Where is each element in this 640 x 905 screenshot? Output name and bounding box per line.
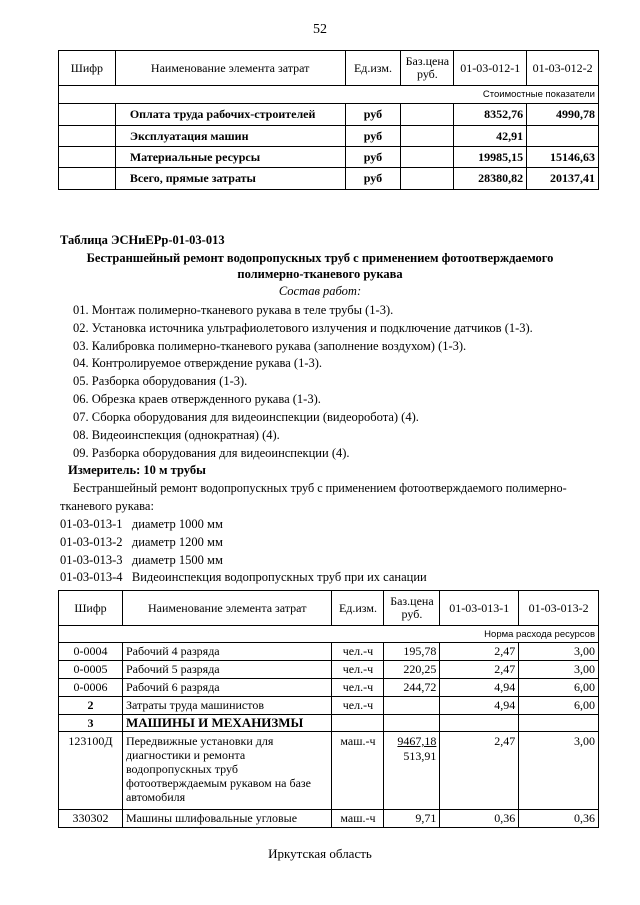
row-name: Рабочий 5 разряда xyxy=(122,661,332,679)
row-price: 195,78 xyxy=(384,643,440,661)
subheader: Норма расхода ресурсов xyxy=(122,626,598,643)
table-row xyxy=(59,168,599,190)
description-line-1: Бестраншейный ремонт водопропускных труб с применением фотоотверждаемого полимерно- xyxy=(73,481,567,495)
code-item xyxy=(60,553,223,568)
row-value-1: 2,47 xyxy=(440,732,519,810)
header-col-2: 01-03-013-2 xyxy=(519,591,599,626)
work-item: 08. Видеоинспекция (однократная) (4). xyxy=(73,428,280,442)
code-text: диаметр 1000 мм xyxy=(131,517,223,531)
table-row xyxy=(59,643,599,661)
row-value-1: 2,47 xyxy=(440,661,519,679)
code-item xyxy=(60,570,427,585)
table-header-row xyxy=(59,51,599,86)
row-unit: маш.-ч xyxy=(332,810,384,828)
table-title: Таблица ЭСНиЕРр-01-03-013 xyxy=(60,233,225,247)
row-value-1: 42,91 xyxy=(454,126,527,147)
code: 01-03-013-2 xyxy=(60,535,123,549)
row-value-2: 6,00 xyxy=(519,697,599,715)
table-row xyxy=(59,697,599,715)
row-name: Машины шлифовальные угловые xyxy=(122,810,332,828)
row-code: 0-0006 xyxy=(59,679,123,697)
row-value-2: 0,36 xyxy=(519,810,599,828)
row-unit: чел.-ч xyxy=(332,661,384,679)
row-value-1: 19985,15 xyxy=(454,147,527,168)
row-name: Оплата труда рабочих-строителей xyxy=(115,104,345,126)
row-value-2 xyxy=(527,126,599,147)
table-row xyxy=(59,732,599,810)
table-header-row xyxy=(59,591,599,626)
row-value-1: 4,94 xyxy=(440,697,519,715)
header-base-price: Баз.цена руб. xyxy=(401,51,454,86)
row-name: Рабочий 6 разряда xyxy=(122,679,332,697)
section-code: 3 xyxy=(59,715,123,732)
code-item xyxy=(60,517,223,532)
row-value-2: 15146,63 xyxy=(527,147,599,168)
section-title: МАШИНЫ И МЕХАНИЗМЫ xyxy=(122,715,332,732)
row-code: 0-0005 xyxy=(59,661,123,679)
code: 01-03-013-3 xyxy=(60,553,123,567)
page-footer: Иркутская область xyxy=(268,846,372,861)
price-primary: 9467,18 xyxy=(397,734,437,748)
row-unit: руб xyxy=(345,104,401,126)
header-name: Наименование элемента затрат xyxy=(115,51,345,86)
code: 01-03-013-4 xyxy=(60,570,123,584)
table-row xyxy=(59,810,599,828)
row-price xyxy=(384,697,440,715)
work-item: 02. Установка источника ультрафиолетового излучения и подключение датчиков (1-3). xyxy=(73,321,533,335)
work-item: 05. Разборка оборудования (1-3). xyxy=(73,374,248,388)
price-secondary: 513,91 xyxy=(403,749,437,763)
row-code: 2 xyxy=(59,697,123,715)
row-unit: чел.-ч xyxy=(332,697,384,715)
row-name: Материальные ресурсы xyxy=(115,147,345,168)
row-unit: чел.-ч xyxy=(332,643,384,661)
row-value-2: 4990,78 xyxy=(527,104,599,126)
code: 01-03-013-1 xyxy=(60,517,123,531)
code-text: диаметр 1500 мм xyxy=(131,553,223,567)
row-value-1: 28380,82 xyxy=(454,168,527,190)
row-name: Затраты труда машинистов xyxy=(122,697,332,715)
table-row xyxy=(59,126,599,147)
description-line-2: тканевого рукава: xyxy=(60,499,154,513)
header-col-1: 01-03-013-1 xyxy=(440,591,519,626)
row-name: Всего, прямые затраты xyxy=(115,168,345,190)
work-item: 06. Обрезка краев отвержденного рукава (1-3). xyxy=(73,392,321,406)
row-code: 330302 xyxy=(59,810,123,828)
page-number: 52 xyxy=(313,22,327,37)
row-value-2: 3,00 xyxy=(519,661,599,679)
table-row xyxy=(59,679,599,697)
row-value-2: 6,00 xyxy=(519,679,599,697)
row-value-2: 3,00 xyxy=(519,643,599,661)
meter-label: Измеритель: 10 м трубы xyxy=(68,463,206,477)
cost-summary-table xyxy=(58,50,599,190)
works-title: Состав работ: xyxy=(278,284,362,298)
row-value-1: 4,94 xyxy=(440,679,519,697)
header-col-1: 01-03-012-1 xyxy=(454,51,527,86)
header-unit: Ед.изм. xyxy=(345,51,401,86)
section-row xyxy=(59,715,599,732)
header-code: Шифр xyxy=(59,51,116,86)
table-row xyxy=(59,147,599,168)
subheader: Стоимостные показатели xyxy=(59,86,599,104)
heading-line-1: Бестраншейный ремонт водопропускных труб с применением фотоотверждаемого xyxy=(86,251,554,265)
work-item: 07. Сборка оборудования для видеоинспекции (видеоробота) (4). xyxy=(73,410,419,424)
row-value-1: 2,47 xyxy=(440,643,519,661)
work-item: 03. Калибровка полимерно-тканевого рукава (заполнение воздухом) (1-3). xyxy=(73,339,467,353)
row-unit: чел.-ч xyxy=(332,679,384,697)
resource-norms-table xyxy=(58,590,599,828)
header-code: Шифр xyxy=(59,591,123,626)
row-name: Передвижные установки для диагностики и ремонта водопропускных труб фотоотверждаемым рукавом на базе автомобиля xyxy=(122,732,332,810)
row-price xyxy=(384,732,440,810)
work-item: 01. Монтаж полимерно-тканевого рукава в теле трубы (1-3). xyxy=(73,303,394,317)
header-col-2: 01-03-012-2 xyxy=(527,51,599,86)
code-text: диаметр 1200 мм xyxy=(131,535,223,549)
row-unit: руб xyxy=(345,168,401,190)
row-name: Эксплуатация машин xyxy=(115,126,345,147)
row-value-2: 20137,41 xyxy=(527,168,599,190)
row-code: 123100Д xyxy=(59,732,123,810)
header-unit: Ед.изм. xyxy=(332,591,384,626)
table-row xyxy=(59,104,599,126)
code-item xyxy=(60,535,223,550)
row-unit: руб xyxy=(345,147,401,168)
row-price: 244,72 xyxy=(384,679,440,697)
row-unit: руб xyxy=(345,126,401,147)
row-value-1: 0,36 xyxy=(440,810,519,828)
row-value-2: 3,00 xyxy=(519,732,599,810)
row-name: Рабочий 4 разряда xyxy=(122,643,332,661)
header-base-price: Баз.цена руб. xyxy=(384,591,440,626)
header-name: Наименование элемента затрат xyxy=(122,591,332,626)
row-unit: маш.-ч xyxy=(332,732,384,810)
row-value-1: 8352,76 xyxy=(454,104,527,126)
row-code: 0-0004 xyxy=(59,643,123,661)
heading-line-2: полимерно-тканевого рукава xyxy=(237,267,403,281)
row-price: 9,71 xyxy=(384,810,440,828)
work-item: 04. Контролируемое отверждение рукава (1-3). xyxy=(73,356,323,370)
work-item: 09. Разборка оборудования для видеоинспекции (4). xyxy=(73,446,350,460)
code-text: Видеоинспекция водопропускных труб при их санации xyxy=(131,570,427,584)
table-row xyxy=(59,661,599,679)
row-price: 220,25 xyxy=(384,661,440,679)
